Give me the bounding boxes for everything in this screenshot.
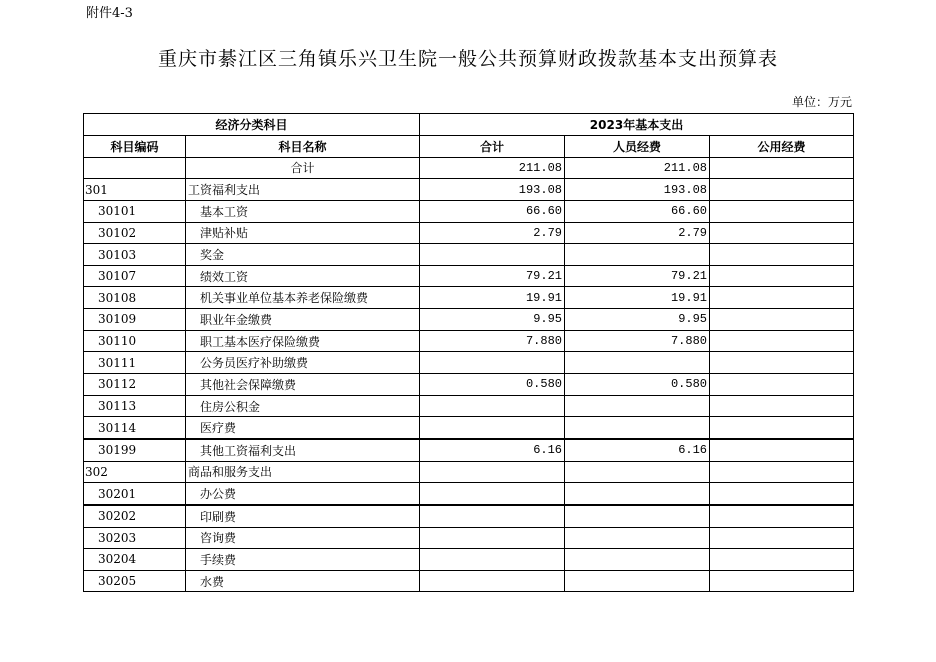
cell-code: 30203 (84, 527, 186, 549)
cell-total: 7.880 (420, 330, 565, 352)
cell-total: 0.580 (420, 374, 565, 396)
cell-total (420, 461, 565, 483)
header-name: 科目名称 (186, 136, 420, 158)
cell-code (84, 157, 186, 179)
cell-code: 301 (84, 179, 186, 201)
cell-code: 30110 (84, 330, 186, 352)
cell-code: 30204 (84, 549, 186, 571)
cell-personnel (565, 244, 710, 266)
cell-code: 30113 (84, 395, 186, 417)
cell-personnel: 2.79 (565, 222, 710, 244)
cell-code: 30114 (84, 417, 186, 439)
cell-name: 奖金 (186, 244, 420, 266)
table-row (84, 417, 854, 439)
cell-personnel: 19.91 (565, 287, 710, 309)
cell-personnel (565, 483, 710, 505)
cell-personnel: 211.08 (565, 157, 710, 179)
cell-total: 2.79 (420, 222, 565, 244)
cell-code: 30107 (84, 265, 186, 287)
table-row (84, 200, 854, 222)
cell-code: 30202 (84, 505, 186, 527)
cell-public (710, 505, 854, 527)
cell-personnel: 193.08 (565, 179, 710, 201)
cell-public (710, 179, 854, 201)
header-public: 公用经费 (710, 136, 854, 158)
attachment-label: 附件4-3 (86, 6, 133, 21)
cell-total (420, 527, 565, 549)
cell-code: 30199 (84, 439, 186, 461)
cell-total (420, 417, 565, 439)
cell-code: 30109 (84, 309, 186, 331)
unit-label: 单位：万元 (791, 95, 852, 109)
cell-total (420, 549, 565, 571)
cell-personnel (565, 417, 710, 439)
cell-code: 30112 (84, 374, 186, 396)
cell-public (710, 549, 854, 571)
cell-name: 津贴补贴 (186, 222, 420, 244)
cell-public (710, 200, 854, 222)
cell-personnel: 79.21 (565, 265, 710, 287)
page-title: 重庆市綦江区三角镇乐兴卫生院一般公共预算财政拨款基本支出预算表 (157, 48, 778, 70)
table-row (84, 287, 854, 309)
cell-public (710, 287, 854, 309)
cell-name: 印刷费 (186, 505, 420, 527)
cell-total (420, 483, 565, 505)
header-personnel: 人员经费 (565, 136, 710, 158)
cell-name: 咨询费 (186, 527, 420, 549)
cell-code: 30205 (84, 570, 186, 592)
cell-personnel: 7.880 (565, 330, 710, 352)
header-row (84, 136, 854, 158)
table-row (84, 265, 854, 287)
table-row (84, 395, 854, 417)
cell-total (420, 352, 565, 374)
table-row (84, 374, 854, 396)
table-row (84, 222, 854, 244)
cell-code: 30102 (84, 222, 186, 244)
cell-name: 职工基本医疗保险缴费 (186, 330, 420, 352)
table-row (84, 461, 854, 483)
cell-total (420, 505, 565, 527)
cell-name: 住房公积金 (186, 395, 420, 417)
cell-total: 6.16 (420, 439, 565, 461)
table-row (84, 439, 854, 461)
cell-name: 手续费 (186, 549, 420, 571)
cell-personnel: 6.16 (565, 439, 710, 461)
cell-code: 30108 (84, 287, 186, 309)
cell-public (710, 309, 854, 331)
cell-personnel (565, 395, 710, 417)
cell-name: 机关事业单位基本养老保险缴费 (186, 287, 420, 309)
cell-personnel (565, 570, 710, 592)
cell-name: 公务员医疗补助缴费 (186, 352, 420, 374)
cell-personnel (565, 549, 710, 571)
cell-code: 30201 (84, 483, 186, 505)
cell-public (710, 330, 854, 352)
cell-public (710, 157, 854, 179)
cell-name: 合计 (186, 157, 420, 179)
cell-code: 30101 (84, 200, 186, 222)
header-row-group (84, 114, 854, 136)
header-code: 科目编码 (84, 136, 186, 158)
cell-personnel (565, 461, 710, 483)
cell-personnel: 9.95 (565, 309, 710, 331)
cell-personnel (565, 352, 710, 374)
cell-public (710, 483, 854, 505)
cell-public (710, 417, 854, 439)
cell-total: 9.95 (420, 309, 565, 331)
cell-public (710, 374, 854, 396)
budget-table (83, 113, 854, 592)
cell-total (420, 395, 565, 417)
cell-public (710, 352, 854, 374)
cell-total (420, 570, 565, 592)
cell-name: 工资福利支出 (186, 179, 420, 201)
table-row (84, 179, 854, 201)
cell-personnel: 0.580 (565, 374, 710, 396)
cell-name: 基本工资 (186, 200, 420, 222)
cell-personnel (565, 527, 710, 549)
cell-public (710, 439, 854, 461)
cell-public (710, 461, 854, 483)
table-row (84, 527, 854, 549)
header-economic-classification: 经济分类科目 (84, 114, 420, 136)
table-row (84, 352, 854, 374)
cell-public (710, 570, 854, 592)
cell-code: 30111 (84, 352, 186, 374)
cell-name: 职业年金缴费 (186, 309, 420, 331)
cell-name: 绩效工资 (186, 265, 420, 287)
cell-total: 19.91 (420, 287, 565, 309)
header-total: 合计 (420, 136, 565, 158)
table-row (84, 244, 854, 266)
cell-public (710, 222, 854, 244)
cell-code: 30103 (84, 244, 186, 266)
header-basic-expenditure: 2023年基本支出 (420, 114, 854, 136)
cell-name: 其他社会保障缴费 (186, 374, 420, 396)
table-row (84, 330, 854, 352)
cell-total: 193.08 (420, 179, 565, 201)
cell-name: 商品和服务支出 (186, 461, 420, 483)
cell-name: 医疗费 (186, 417, 420, 439)
cell-total: 66.60 (420, 200, 565, 222)
cell-code: 302 (84, 461, 186, 483)
cell-total: 211.08 (420, 157, 565, 179)
cell-personnel (565, 505, 710, 527)
cell-public (710, 527, 854, 549)
table-row (84, 505, 854, 527)
table-row (84, 157, 854, 179)
cell-public (710, 395, 854, 417)
table-row (84, 309, 854, 331)
cell-name: 办公费 (186, 483, 420, 505)
table-row (84, 549, 854, 571)
cell-total: 79.21 (420, 265, 565, 287)
cell-name: 水费 (186, 570, 420, 592)
table-row (84, 483, 854, 505)
table-row (84, 570, 854, 592)
cell-name: 其他工资福利支出 (186, 439, 420, 461)
cell-public (710, 265, 854, 287)
cell-personnel: 66.60 (565, 200, 710, 222)
cell-public (710, 244, 854, 266)
cell-total (420, 244, 565, 266)
